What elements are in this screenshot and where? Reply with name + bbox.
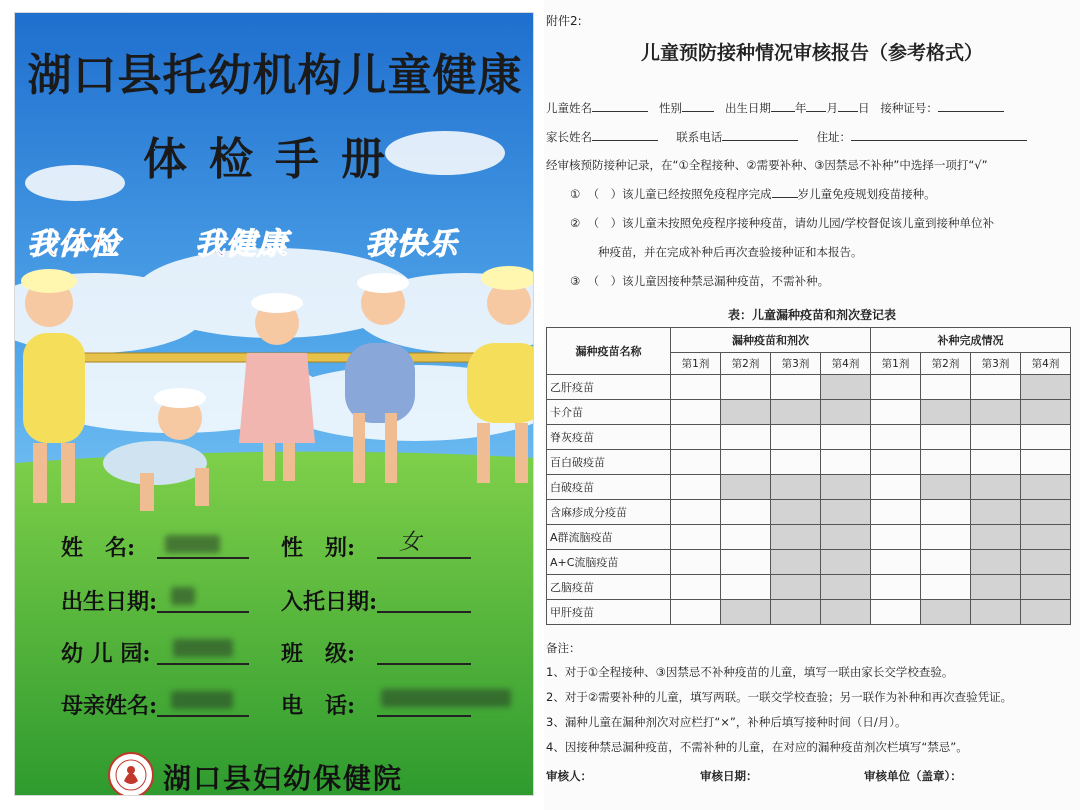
missed-dose-cell [771,400,821,425]
catchup-dose-cell[interactable] [921,450,971,475]
note-4: 4、因接种禁忌漏种疫苗，不需补种的儿童，在对应的漏种疫苗剂次栏填写“禁忌”。 [546,740,968,754]
missed-dose-cell [771,500,821,525]
entry-date-label: 入托日期: [281,589,378,615]
dose-header: 第1剂 [871,353,921,375]
catchup-dose-cell[interactable] [871,375,921,400]
vaccine-name-cell: 乙肝疫苗 [547,375,671,400]
catchup-dose-cell[interactable] [871,500,921,525]
catchup-dose-cell[interactable] [871,475,921,500]
review-unit-label: 审核单位（盖章）： [864,769,962,783]
dose-header: 第4剂 [1021,353,1071,375]
dose-header: 第3剂 [771,353,821,375]
dose-header: 第4剂 [821,353,871,375]
child-name-label: 儿童姓名 [546,101,592,115]
missed-dose-cell[interactable] [671,475,721,500]
catchup-dose-cell [971,500,1021,525]
class-line [377,663,471,665]
catchup-dose-cell[interactable] [921,375,971,400]
table-row [547,525,1071,550]
instruction-text: 经审核预防接种记录，在“①全程接种、②需要补种、③因禁忌不补种”中选择一项打“√” [546,158,988,172]
vaccine-name-cell: 甲肝疫苗 [547,600,671,625]
catchup-dose-cell[interactable] [871,525,921,550]
address-label: 住址： [816,130,852,144]
option-3-number: ③ [570,274,581,288]
note-3: 3、漏种儿童在漏种剂次对应栏打“×”，补种后填写接种时间（日/月）。 [546,715,907,729]
birth-date-label: 出生日期: [61,589,158,615]
missed-dose-cell[interactable] [671,400,721,425]
catchup-dose-cell [1021,575,1071,600]
kindergarten-label: 幼 儿 园: [61,641,151,667]
catchup-dose-cell [1021,600,1071,625]
birth-year-field[interactable] [771,100,795,112]
catchup-dose-cell [1021,475,1071,500]
missed-dose-cell [821,475,871,500]
mother-name-redacted [171,691,233,709]
name-redacted [165,535,220,553]
missed-dose-cell [821,400,871,425]
review-date-label: 审核日期： [700,769,758,783]
catchup-dose-cell [1021,550,1071,575]
option-1 [570,186,936,202]
missed-dose-cell[interactable] [721,550,771,575]
cert-no-label: 接种证号： [880,101,938,115]
note-2: 2、对于②需要补种的儿童，填写两联。一联交学校查验；另一联作为补种和再次查验凭证。 [546,690,1013,704]
option-1-checkbox[interactable]: （ ） [587,187,623,201]
slogan-2: 我健康 [195,227,288,262]
dose-header: 第2剂 [721,353,771,375]
vaccine-name-cell: 含麻疹成分疫苗 [547,500,671,525]
gender-label: 性别 [658,101,682,115]
option-2-number: ② [570,216,581,230]
catchup-dose-cell[interactable] [871,400,921,425]
missed-dose-cell[interactable] [721,525,771,550]
cert-no-field[interactable] [938,100,1004,112]
name-label: 姓 名: [61,535,136,561]
phone-label: 联系电话 [676,130,723,144]
group-catchup-status: 补种完成情况 [871,328,1071,353]
cover-title-line1: 湖口县托幼机构儿童健康 [27,50,523,101]
catchup-dose-cell [1021,500,1071,525]
catchup-dose-cell[interactable] [871,425,921,450]
table-row [547,450,1071,475]
notes-title: 备注： [546,641,581,655]
table-row [547,400,1071,425]
phone-line [377,715,471,717]
missed-dose-cell [821,500,871,525]
col-vaccine-name: 漏种疫苗名称 [547,328,671,375]
missed-dose-cell[interactable] [671,575,721,600]
option-2-continuation: 种疫苗，并在完成补种后再次查验接种证和本报告。 [598,245,863,259]
catchup-dose-cell[interactable] [871,575,921,600]
missed-dose-cell [771,575,821,600]
option-2-checkbox[interactable]: （ ） [587,216,623,230]
day-label: 日 [857,101,870,115]
month-label: 月 [826,101,838,115]
missed-dose-cell[interactable] [771,375,821,400]
option-1-number: ① [570,187,581,201]
catchup-dose-cell [971,475,1021,500]
hospital-name: 湖口县妇幼保健院 [163,762,404,795]
missed-dose-cell [821,375,871,400]
dose-header: 第3剂 [971,353,1021,375]
missed-dose-cell [771,550,821,575]
vaccine-name-cell: 脊灰疫苗 [547,425,671,450]
parent-info-line [546,129,1027,145]
option-2-text: 该儿童未按照免疫程序接种疫苗，请幼儿园/学校督促该儿童到接种单位补 [622,216,994,230]
entry-date-line [377,611,471,613]
missed-dose-cell [821,525,871,550]
missed-dose-cell [771,600,821,625]
missed-dose-cell[interactable] [821,450,871,475]
note-1: 1、对于①全程接种、③因禁忌不补种疫苗的儿童，填写一联由家长交学校查验。 [546,665,954,679]
option-3-text: 该儿童因接种禁忌漏种疫苗，不需补种。 [622,274,830,288]
missed-dose-cell[interactable] [721,575,771,600]
catchup-dose-cell[interactable] [1021,450,1071,475]
vaccine-name-cell: 卡介苗 [547,400,671,425]
missed-dose-cell [771,475,821,500]
vaccine-name-cell: 白破疫苗 [547,475,671,500]
missed-dose-cell [821,575,871,600]
table-title: 表：儿童漏种疫苗和剂次登记表 [727,308,896,322]
phone-label: 电 话: [281,693,356,719]
reviewer-label: 审核人： [546,769,592,783]
catchup-dose-cell [921,400,971,425]
missed-dose-cell[interactable] [721,375,771,400]
catchup-dose-cell [1021,400,1071,425]
catchup-dose-cell [921,600,971,625]
missed-dose-cell [721,475,771,500]
phone-redacted [381,689,511,707]
catchup-dose-cell [971,550,1021,575]
catchup-dose-cell [1021,375,1071,400]
missed-dose-cell[interactable] [721,450,771,475]
dose-header: 第1剂 [671,353,721,375]
missed-dose-cell[interactable] [671,450,721,475]
missed-vaccine-table [546,327,1071,625]
option-1-text: 该儿童已经按照免疫程序完成 [622,187,772,201]
missed-dose-cell [771,525,821,550]
vaccine-name-cell: A群流脑疫苗 [547,525,671,550]
vaccine-name-cell: 乙脑疫苗 [547,575,671,600]
missed-dose-cell [821,600,871,625]
kindergarten-redacted [173,639,233,657]
catchup-dose-cell [971,400,1021,425]
table-row [547,500,1071,525]
catchup-dose-cell [971,575,1021,600]
birth-date-line [157,611,249,613]
birth-month-field[interactable] [806,100,826,112]
slogan-1: 我体检 [27,227,120,262]
cover-title-line2: 体检手册 [143,134,407,185]
table-row [547,475,1071,500]
child-info-line [546,100,1004,116]
missed-dose-cell[interactable] [821,425,871,450]
report-title: 儿童预防接种情况审核报告（参考格式） [640,42,983,64]
gender-label: 性 别: [281,535,356,561]
table-row [547,600,1071,625]
catchup-dose-cell[interactable] [871,550,921,575]
class-label: 班 级: [281,641,356,667]
catchup-dose-cell [971,525,1021,550]
catchup-dose-cell [1021,525,1071,550]
slogan-3: 我快乐 [365,227,458,262]
group-missed-doses: 漏种疫苗和剂次 [671,328,871,353]
catchup-dose-cell[interactable] [871,600,921,625]
missed-dose-cell[interactable] [671,425,721,450]
missed-dose-cell[interactable] [721,425,771,450]
catchup-dose-cell [971,600,1021,625]
catchup-dose-cell[interactable] [921,575,971,600]
phone-field[interactable] [722,129,798,141]
gender-value: 女 [399,530,422,555]
catchup-dose-cell[interactable] [971,450,1021,475]
table-row [547,425,1071,450]
table-row [547,550,1071,575]
child-name-field[interactable] [592,100,648,112]
missed-dose-cell[interactable] [771,425,821,450]
option-1-age-field[interactable] [772,186,798,198]
address-field[interactable] [851,129,1027,141]
missed-dose-cell[interactable] [671,375,721,400]
catchup-dose-cell[interactable] [921,525,971,550]
option-3 [570,273,829,289]
missed-dose-cell [721,600,771,625]
catchup-dose-cell[interactable] [971,375,1021,400]
catchup-dose-cell[interactable] [1021,425,1071,450]
vaccination-review-report [544,0,1080,810]
table-row [547,575,1071,600]
birth-date-redacted [171,587,195,605]
dose-header: 第2剂 [921,353,971,375]
missed-dose-cell[interactable] [671,500,721,525]
table-row [547,375,1071,400]
catchup-dose-cell[interactable] [921,425,971,450]
missed-dose-cell[interactable] [771,450,821,475]
catchup-dose-cell[interactable] [971,425,1021,450]
missed-dose-cell [821,550,871,575]
missed-dose-cell [721,400,771,425]
option-1-text-after: 岁儿童免疫规划疫苗接种。 [797,187,936,201]
birth-day-field[interactable] [838,100,858,112]
catchup-dose-cell [921,475,971,500]
mother-name-label: 母亲姓名: [61,693,158,719]
option-3-checkbox[interactable]: （ ） [587,274,623,288]
catchup-dose-cell[interactable] [921,500,971,525]
birth-date-label: 出生日期 [724,101,771,115]
year-label: 年 [794,101,807,115]
vaccine-name-cell: 百白破疫苗 [547,450,671,475]
gender-field[interactable] [682,100,714,112]
missed-dose-cell[interactable] [671,550,721,575]
catchup-dose-cell[interactable] [921,550,971,575]
catchup-dose-cell[interactable] [871,450,921,475]
attachment-label: 附件2: [546,14,582,28]
gender-line [377,557,471,559]
kindergarten-line [157,663,249,665]
booklet-cover [14,12,534,796]
table-body [547,375,1071,625]
missed-dose-cell[interactable] [721,500,771,525]
parent-name-label: 家长姓名 [546,130,592,144]
name-line [157,557,249,559]
mother-name-line [157,715,249,717]
option-2 [570,215,994,231]
missed-dose-cell[interactable] [671,525,721,550]
hospital-logo-icon [107,751,155,796]
missed-dose-cell[interactable] [671,600,721,625]
vaccine-name-cell: A+C流脑疫苗 [547,550,671,575]
parent-name-field[interactable] [592,129,658,141]
